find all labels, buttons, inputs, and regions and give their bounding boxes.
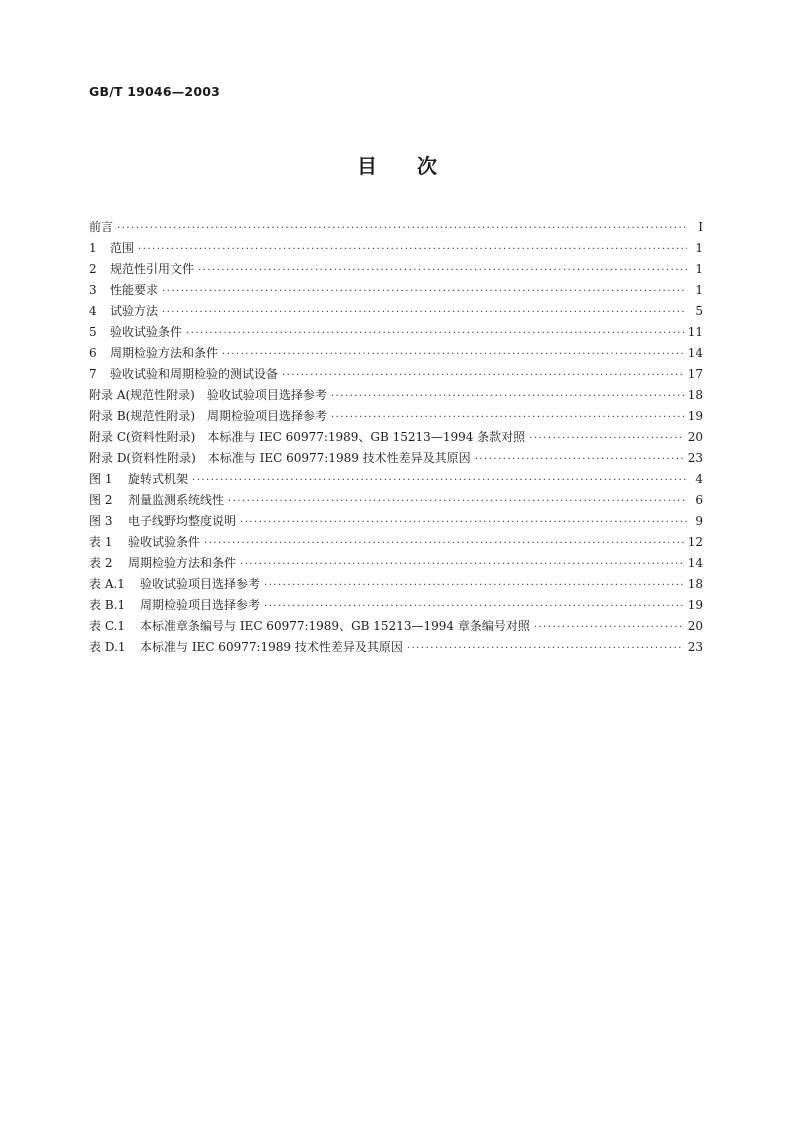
- toc-leader-dots: [240, 512, 687, 533]
- toc-leader-dots: [240, 554, 684, 575]
- toc-leader-dots: [331, 386, 684, 407]
- standard-code: GB/T 19046—2003: [89, 84, 221, 99]
- toc-entry-number: 图 1: [89, 472, 113, 486]
- toc-entry-label: 验收试验条件: [110, 325, 183, 339]
- toc-entry-number: 图 2: [89, 493, 113, 507]
- title-char-1: 目: [357, 154, 377, 178]
- toc-entry-number: 2: [89, 262, 97, 276]
- toc-leader-dots: [407, 638, 684, 659]
- toc-entry-label: 电子线野均整度说明: [128, 514, 237, 528]
- toc-entry-clause-7[interactable]: [89, 364, 703, 385]
- toc-entry-foreword[interactable]: [89, 217, 703, 238]
- toc-entry-figure-2[interactable]: [89, 490, 703, 511]
- toc-entry-label: 周期检验方法和条件: [110, 346, 219, 360]
- toc-leader-dots: [282, 365, 684, 386]
- toc-entry-page: 18: [687, 388, 703, 402]
- toc-entry-clause-1[interactable]: [89, 238, 703, 259]
- toc-entry-page: 1: [695, 241, 703, 255]
- toc-leader-dots: [117, 218, 687, 239]
- toc-entry-page: 17: [687, 367, 703, 381]
- toc-entry-number: 5: [89, 325, 97, 339]
- toc-leader-dots: [138, 239, 687, 260]
- toc-entry-figure-3[interactable]: [89, 511, 703, 532]
- table-of-contents: [89, 217, 703, 658]
- toc-entry-page: 1: [695, 283, 703, 297]
- toc-leader-dots: [162, 302, 687, 323]
- toc-entry-page: 19: [687, 409, 703, 423]
- toc-entry-annex-d[interactable]: [89, 448, 703, 469]
- toc-entry-label: 验收试验条件: [128, 535, 201, 549]
- toc-entry-page: 1: [695, 262, 703, 276]
- toc-entry-number: 表 C.1: [89, 619, 126, 633]
- toc-entry-page: I: [698, 220, 703, 234]
- toc-entry-number: 表 B.1: [89, 598, 126, 612]
- toc-entry-label: 本标准章条编号与 IEC 60977:1989、GB 15213—1994 章条编号对照: [140, 619, 530, 633]
- toc-leader-dots: [186, 323, 684, 344]
- toc-entry-page: 20: [687, 430, 703, 444]
- toc-entry-table-c1[interactable]: [89, 616, 703, 637]
- toc-entry-table-b1[interactable]: [89, 595, 703, 616]
- page-title: [0, 150, 794, 179]
- toc-leader-dots: [529, 428, 684, 449]
- toc-entry-label: 规范性引用文件: [110, 262, 195, 276]
- toc-entry-table-d1[interactable]: [89, 637, 703, 658]
- toc-entry-clause-6[interactable]: [89, 343, 703, 364]
- toc-entry-number: 1: [89, 241, 97, 255]
- toc-entry-page: 14: [687, 346, 703, 360]
- toc-entry-table-2[interactable]: [89, 553, 703, 574]
- toc-entry-page: 23: [687, 640, 703, 654]
- toc-entry-number: 图 3: [89, 514, 113, 528]
- toc-entry-number: 表 D.1: [89, 640, 126, 654]
- toc-entry-clause-3[interactable]: [89, 280, 703, 301]
- toc-entry-table-a1[interactable]: [89, 574, 703, 595]
- toc-entry-page: 12: [687, 535, 703, 549]
- toc-entry-annex-b[interactable]: [89, 406, 703, 427]
- toc-entry-page: 5: [695, 304, 703, 318]
- toc-entry-label: 性能要求: [110, 283, 159, 297]
- toc-entry-label: 本标准与 IEC 60977:1989 技术性差异及其原因: [140, 640, 403, 654]
- toc-entry-page: 18: [687, 577, 703, 591]
- toc-leader-dots: [228, 491, 687, 512]
- toc-leader-dots: [198, 260, 687, 281]
- toc-entry-label: 范围: [110, 241, 135, 255]
- toc-entry-label: 附录 A(规范性附录) 验收试验项目选择参考: [89, 388, 327, 402]
- toc-leader-dots: [264, 575, 684, 596]
- toc-entry-page: 6: [695, 493, 703, 507]
- toc-leader-dots: [192, 470, 687, 491]
- toc-leader-dots: [204, 533, 684, 554]
- toc-entry-annex-a[interactable]: [89, 385, 703, 406]
- toc-entry-figure-1[interactable]: [89, 469, 703, 490]
- toc-entry-page: 19: [687, 598, 703, 612]
- toc-entry-label: 验收试验项目选择参考: [140, 577, 261, 591]
- toc-entry-label: 周期检验项目选择参考: [140, 598, 261, 612]
- toc-entry-page: 14: [687, 556, 703, 570]
- toc-entry-label: 剂量监测系统线性: [128, 493, 225, 507]
- toc-entry-annex-c[interactable]: [89, 427, 703, 448]
- toc-entry-number: 表 1: [89, 535, 113, 549]
- toc-entry-label: 验收试验和周期检验的测试设备: [110, 367, 279, 381]
- toc-entry-label: 附录 C(资料性附录) 本标准与 IEC 60977:1989、GB 15213—1994 条款对照: [89, 430, 526, 444]
- toc-leader-dots: [534, 617, 684, 638]
- toc-entry-number: 4: [89, 304, 97, 318]
- toc-leader-dots: [331, 407, 684, 428]
- toc-entry-label: 旋转式机架: [128, 472, 189, 486]
- toc-entry-number: 3: [89, 283, 97, 297]
- toc-entry-page: 11: [687, 325, 703, 339]
- toc-entry-number: 6: [89, 346, 97, 360]
- toc-leader-dots: [222, 344, 684, 365]
- toc-entry-clause-2[interactable]: [89, 259, 703, 280]
- toc-entry-number: 表 2: [89, 556, 113, 570]
- toc-entry-label: 前言: [89, 220, 114, 234]
- toc-leader-dots: [162, 281, 687, 302]
- toc-entry-clause-4[interactable]: [89, 301, 703, 322]
- toc-entry-label: 附录 B(规范性附录) 周期检验项目选择参考: [89, 409, 327, 423]
- toc-entry-label: 试验方法: [110, 304, 159, 318]
- toc-entry-label: 附录 D(资料性附录) 本标准与 IEC 60977:1989 技术性差异及其原因: [89, 451, 471, 465]
- toc-leader-dots: [475, 449, 684, 470]
- toc-entry-page: 9: [695, 514, 703, 528]
- toc-entry-page: 4: [695, 472, 703, 486]
- toc-entry-page: 20: [687, 619, 703, 633]
- toc-entry-page: 23: [687, 451, 703, 465]
- toc-entry-number: 7: [89, 367, 97, 381]
- toc-leader-dots: [264, 596, 684, 617]
- title-char-2: 次: [417, 154, 437, 178]
- toc-entry-clause-5[interactable]: [89, 322, 703, 343]
- toc-entry-label: 周期检验方法和条件: [128, 556, 237, 570]
- toc-entry-table-1[interactable]: [89, 532, 703, 553]
- toc-entry-number: 表 A.1: [89, 577, 125, 591]
